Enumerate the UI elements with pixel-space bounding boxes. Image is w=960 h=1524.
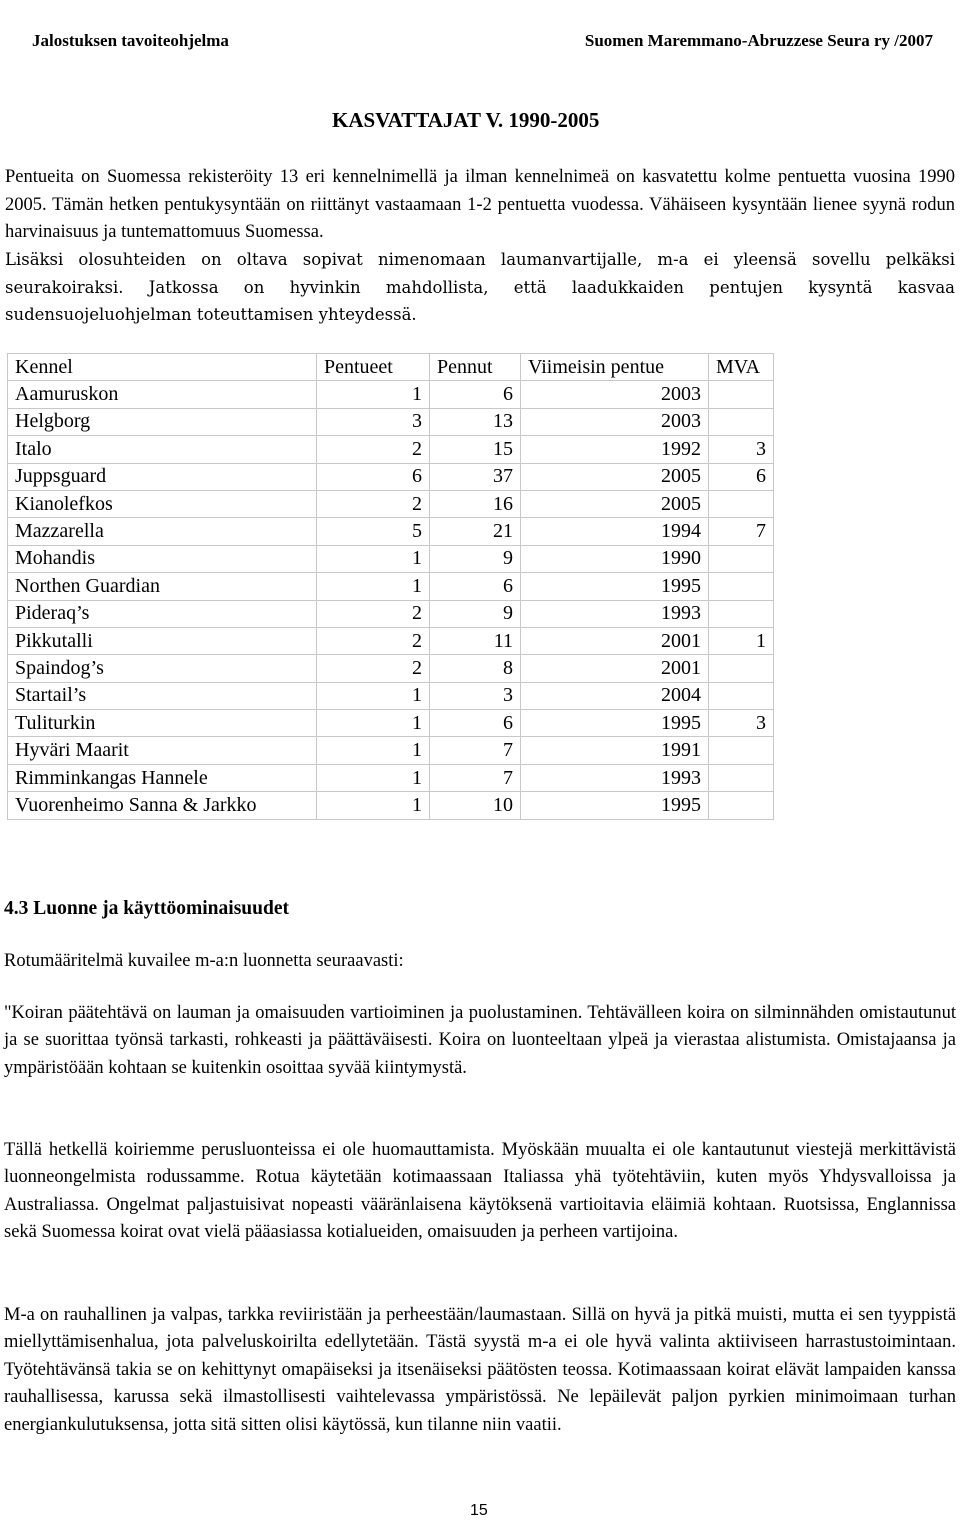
- cell-mva: [709, 600, 774, 627]
- intro-paragraph-part2: Lisäksi olosuhteiden on oltava sopivat nimenomaan laumanvartijalle, m-a ei yleensä sovellu pelkäksi seurakoiraksi. Jatkossa on hyvinkin mahdollista, että laadukkaiden pentujen kysyntä kasvaa sudensuojeluohjelman toteuttamisen yhteydessä.: [5, 250, 955, 324]
- cell-pennut: 16: [430, 490, 521, 517]
- cell-viimeisin-pentue: 1995: [521, 573, 709, 600]
- table-row: [8, 792, 774, 819]
- cell-viimeisin-pentue: 2003: [521, 408, 709, 435]
- cell-pennut: 6: [430, 573, 521, 600]
- cell-kennel: Northen Guardian: [8, 573, 317, 600]
- cell-viimeisin-pentue: 1993: [521, 600, 709, 627]
- table-row: [8, 573, 774, 600]
- cell-mva: 1: [709, 627, 774, 654]
- cell-viimeisin-pentue: 1993: [521, 764, 709, 791]
- table-body: [8, 381, 774, 819]
- cell-kennel: Rimminkangas Hannele: [8, 764, 317, 791]
- cell-pennut: 15: [430, 436, 521, 463]
- cell-kennel: Mazzarella: [8, 518, 317, 545]
- cell-pentueet: 2: [317, 600, 430, 627]
- cell-mva: 6: [709, 463, 774, 490]
- cell-pentueet: 1: [317, 682, 430, 709]
- cell-kennel: Pideraq’s: [8, 600, 317, 627]
- cell-pentueet: 2: [317, 655, 430, 682]
- cell-mva: [709, 381, 774, 408]
- col-header-pentueet: Pentueet: [317, 354, 430, 381]
- cell-mva: [709, 408, 774, 435]
- cell-kennel: Helgborg: [8, 408, 317, 435]
- cell-mva: 7: [709, 518, 774, 545]
- table-row: [8, 490, 774, 517]
- col-header-pennut: Pennut: [430, 354, 521, 381]
- breed-standard-quote: "Koiran päätehtävä on lauman ja omaisuuden vartioiminen ja puolustaminen. Tehtävälleen koira on silminnähden omistautunut ja se suorittaa työnsä tarkasti, rohkeasti ja päättäväisesti. Koira on luonteeltaan ylpeä ja vierastaa alistumista. Omistajaansa ja ympäristöään kohtaan se kuitenkin osoittaa syvää kiintymystä.: [4, 1003, 956, 1078]
- cell-viimeisin-pentue: 1994: [521, 518, 709, 545]
- cell-pentueet: 5: [317, 518, 430, 545]
- cell-mva: [709, 655, 774, 682]
- cell-kennel: Kianolefkos: [8, 490, 317, 517]
- cell-pentueet: 6: [317, 463, 430, 490]
- cell-viimeisin-pentue: 2001: [521, 655, 709, 682]
- col-header-mva: MVA: [709, 354, 774, 381]
- cell-mva: [709, 490, 774, 517]
- table-row: [8, 545, 774, 572]
- cell-mva: [709, 573, 774, 600]
- table-row: [8, 627, 774, 654]
- cell-viimeisin-pentue: 2005: [521, 490, 709, 517]
- cell-pennut: 6: [430, 710, 521, 737]
- cell-kennel: Italo: [8, 436, 317, 463]
- cell-kennel: Hyväri Maarit: [8, 737, 317, 764]
- intro-paragraph-part1: Pentueita on Suomessa rekisteröity 13 eri kennelnimellä ja ilman kennelnimeä on kasvatettu kolme pentuetta vuosina 1990 2005. Tämän hetken pentukysyntään on riittänyt vastaamaan 1-2 pentuetta vuodessa. Vähäiseen kysyntään lienee syynä rodun harvinaisuus ja tuntemattomuus Suomessa.: [5, 167, 955, 242]
- cell-pentueet: 1: [317, 792, 430, 819]
- cell-kennel: Startail’s: [8, 682, 317, 709]
- cell-viimeisin-pentue: 1991: [521, 737, 709, 764]
- col-header-viimeisin-pentue: Viimeisin pentue: [521, 354, 709, 381]
- cell-pennut: 7: [430, 737, 521, 764]
- cell-viimeisin-pentue: 1992: [521, 436, 709, 463]
- cell-kennel: Vuorenheimo Sanna & Jarkko: [8, 792, 317, 819]
- cell-pentueet: 1: [317, 737, 430, 764]
- cell-pennut: 21: [430, 518, 521, 545]
- cell-pentueet: 1: [317, 710, 430, 737]
- table-row: [8, 600, 774, 627]
- cell-mva: 3: [709, 436, 774, 463]
- table-row: [8, 436, 774, 463]
- table-row: [8, 710, 774, 737]
- cell-viimeisin-pentue: 2003: [521, 381, 709, 408]
- character-paragraph: M-a on rauhallinen ja valpas, tarkka reviiristään ja perheestään/laumastaan. Sillä on hyvä ja pitkä muisti, mutta ei sen tyyppistä miellyttämisenhalua, jota palveluskoirilta edellytetään. Tästä syystä m-a ei ole hyvä valinta aktiiviseen harrastustoimintaan. Työtehtävänsä takia se on kehittynyt omapäiseksi ja itsenäiseksi päätösten teossa. Kotimaassaan koirat elävät lampaiden kanssa rauhallisessa, karussa sekä ilmastollisesti vaihtelevassa ympäristössä. Ne lepäilevät paljon pyrkien minimoimaan turhan energiankulutuksensa, jotta sitä sitten olisi käytössä, kun tilanne niin vaatii.: [4, 1305, 956, 1435]
- temperament-paragraph: Tällä hetkellä koiriemme perusluonteissa ei ole huomauttamista. Myöskään muualta ei ole kantautunut viestejä merkittävistä luonneongelmista rodussamme. Rotua käytetään kotimaassaan Italiassa yhä työtehtäviin, kuten myös Yhdysvalloissa ja Australiassa. Ongelmat paljastuisivat nopeasti vääränlaisena käytöksenä vartioitavia eläimiä kohtaan. Ruotsissa, Englannissa sekä Suomessa koirat ovat vielä pääasiassa kotialueiden, omaisuuden ja perheen vartijoina.: [4, 1140, 956, 1243]
- cell-kennel: Aamuruskon: [8, 381, 317, 408]
- cell-pennut: 37: [430, 463, 521, 490]
- table-row: [8, 737, 774, 764]
- table-row: [8, 381, 774, 408]
- cell-pennut: 7: [430, 764, 521, 791]
- col-header-kennel: Kennel: [8, 354, 317, 381]
- cell-pentueet: 2: [317, 627, 430, 654]
- cell-pentueet: 1: [317, 573, 430, 600]
- table-row: [8, 463, 774, 490]
- cell-pennut: 6: [430, 381, 521, 408]
- cell-pennut: 11: [430, 627, 521, 654]
- table-row: [8, 408, 774, 435]
- cell-pentueet: 1: [317, 381, 430, 408]
- header-right: Suomen Maremmano-Abruzzese Seura ry /2007: [584, 31, 933, 50]
- cell-pennut: 3: [430, 682, 521, 709]
- cell-kennel: Tuliturkin: [8, 710, 317, 737]
- cell-viimeisin-pentue: 1990: [521, 545, 709, 572]
- cell-viimeisin-pentue: 1995: [521, 710, 709, 737]
- cell-pennut: 9: [430, 545, 521, 572]
- breeders-table: [7, 353, 774, 820]
- cell-mva: 3: [709, 710, 774, 737]
- table-header-row: [8, 354, 774, 381]
- cell-pennut: 13: [430, 408, 521, 435]
- cell-pennut: 10: [430, 792, 521, 819]
- cell-kennel: Spaindog’s: [8, 655, 317, 682]
- cell-mva: [709, 792, 774, 819]
- cell-mva: [709, 545, 774, 572]
- table-row: [8, 764, 774, 791]
- cell-pentueet: 1: [317, 545, 430, 572]
- breed-standard-intro: Rotumääritelmä kuvailee m-a:n luonnetta seuraavasti:: [4, 951, 404, 971]
- cell-pentueet: 2: [317, 436, 430, 463]
- cell-mva: [709, 682, 774, 709]
- cell-kennel: Mohandis: [8, 545, 317, 572]
- cell-viimeisin-pentue: 2004: [521, 682, 709, 709]
- section-heading: 4.3 Luonne ja käyttöominaisuudet: [4, 898, 289, 919]
- page-number: 15: [470, 1502, 488, 1519]
- page-title: KASVATTAJAT V. 1990-2005: [332, 108, 600, 132]
- cell-viimeisin-pentue: 1995: [521, 792, 709, 819]
- cell-viimeisin-pentue: 2001: [521, 627, 709, 654]
- cell-kennel: Juppsguard: [8, 463, 317, 490]
- table-row: [8, 682, 774, 709]
- cell-pentueet: 2: [317, 490, 430, 517]
- table-row: [8, 518, 774, 545]
- cell-pennut: 9: [430, 600, 521, 627]
- cell-pentueet: 3: [317, 408, 430, 435]
- cell-viimeisin-pentue: 2005: [521, 463, 709, 490]
- cell-mva: [709, 737, 774, 764]
- header-left: Jalostuksen tavoiteohjelma: [32, 31, 229, 50]
- cell-pentueet: 1: [317, 764, 430, 791]
- cell-kennel: Pikkutalli: [8, 627, 317, 654]
- cell-mva: [709, 764, 774, 791]
- cell-pennut: 8: [430, 655, 521, 682]
- table-row: [8, 655, 774, 682]
